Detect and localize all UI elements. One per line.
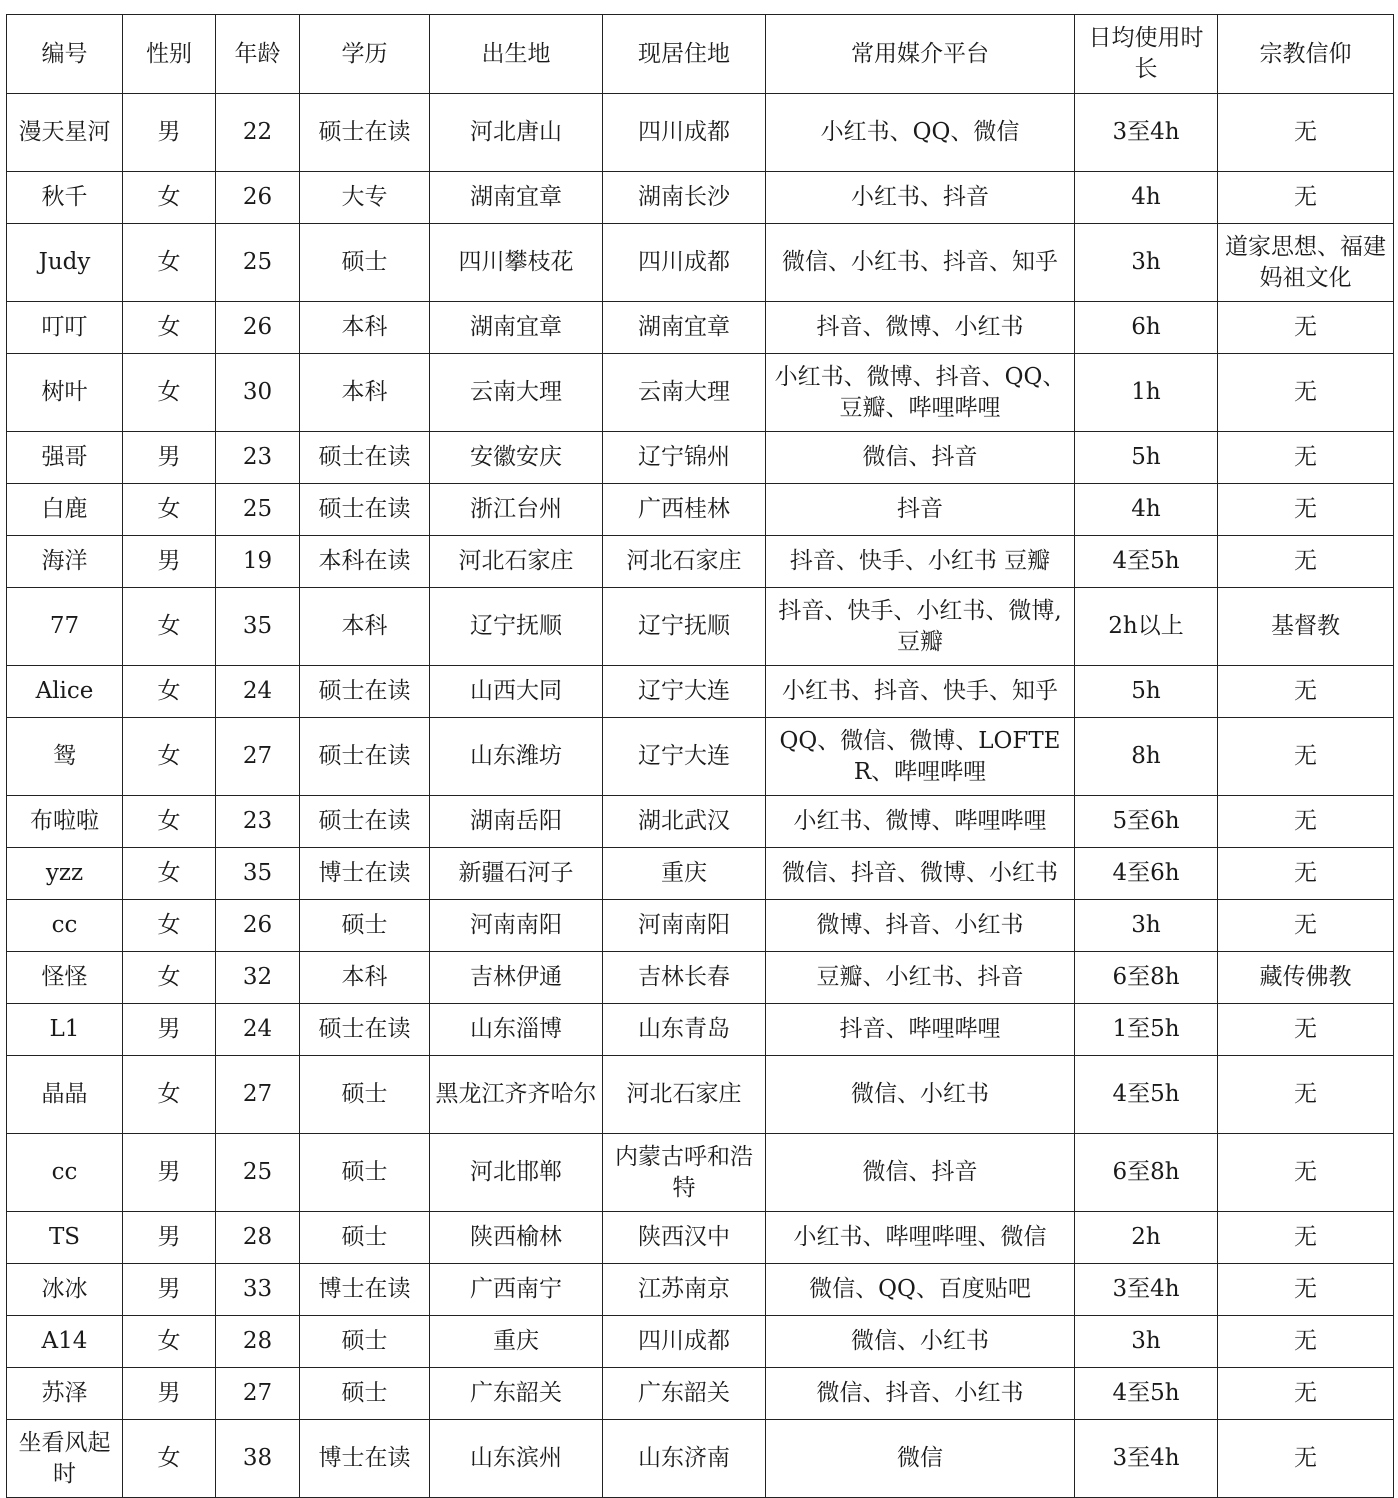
cell-birthplace: 山东滨州 xyxy=(430,1420,603,1498)
cell-daily-usage: 4h xyxy=(1075,484,1218,536)
cell-media-platforms: QQ、微信、微博、LOFTER、哔哩哔哩 xyxy=(766,718,1075,796)
cell-residence: 云南大理 xyxy=(603,354,766,432)
cell-religion: 无 xyxy=(1218,1212,1394,1264)
cell-birthplace: 山东淄博 xyxy=(430,1004,603,1056)
table-row xyxy=(7,1368,1394,1420)
cell-media-platforms: 微信、小红书 xyxy=(766,1056,1075,1134)
cell-religion: 无 xyxy=(1218,1056,1394,1134)
cell-media-platforms: 小红书、微博、哔哩哔哩 xyxy=(766,796,1075,848)
cell-birthplace: 山东潍坊 xyxy=(430,718,603,796)
table-row xyxy=(7,94,1394,172)
cell-daily-usage: 4h xyxy=(1075,172,1218,224)
cell-daily-usage: 3至4h xyxy=(1075,94,1218,172)
cell-media-platforms: 抖音、快手、小红书 豆瓣 xyxy=(766,536,1075,588)
cell-birthplace: 四川攀枝花 xyxy=(430,224,603,302)
cell-id: 树叶 xyxy=(7,354,123,432)
cell-id: 秋千 xyxy=(7,172,123,224)
cell-media-platforms: 微信、抖音、小红书 xyxy=(766,1368,1075,1420)
cell-religion: 道家思想、福建妈祖文化 xyxy=(1218,224,1394,302)
table-row xyxy=(7,848,1394,900)
cell-gender: 女 xyxy=(123,900,216,952)
cell-daily-usage: 6至8h xyxy=(1075,1134,1218,1212)
table-row xyxy=(7,900,1394,952)
cell-birthplace: 重庆 xyxy=(430,1316,603,1368)
cell-education: 本科 xyxy=(300,952,430,1004)
cell-id: 鸳 xyxy=(7,718,123,796)
table-row xyxy=(7,484,1394,536)
cell-gender: 女 xyxy=(123,354,216,432)
cell-residence: 四川成都 xyxy=(603,94,766,172)
cell-media-platforms: 微信、小红书、抖音、知乎 xyxy=(766,224,1075,302)
cell-education: 硕士 xyxy=(300,224,430,302)
cell-education: 硕士在读 xyxy=(300,666,430,718)
cell-residence: 河北石家庄 xyxy=(603,1056,766,1134)
cell-daily-usage: 4至5h xyxy=(1075,1368,1218,1420)
cell-religion: 无 xyxy=(1218,432,1394,484)
cell-daily-usage: 3h xyxy=(1075,900,1218,952)
cell-id: cc xyxy=(7,1134,123,1212)
cell-birthplace: 湖南宜章 xyxy=(430,302,603,354)
header-cell-birthplace: 出生地 xyxy=(430,15,603,94)
cell-gender: 女 xyxy=(123,1056,216,1134)
cell-religion: 无 xyxy=(1218,1134,1394,1212)
cell-birthplace: 广东韶关 xyxy=(430,1368,603,1420)
cell-education: 大专 xyxy=(300,172,430,224)
cell-residence: 江苏南京 xyxy=(603,1264,766,1316)
cell-residence: 陕西汉中 xyxy=(603,1212,766,1264)
cell-residence: 辽宁大连 xyxy=(603,666,766,718)
table-row xyxy=(7,666,1394,718)
table-row xyxy=(7,588,1394,666)
cell-religion: 无 xyxy=(1218,1420,1394,1498)
cell-birthplace: 吉林伊通 xyxy=(430,952,603,1004)
cell-education: 博士在读 xyxy=(300,1264,430,1316)
cell-media-platforms: 微信、小红书 xyxy=(766,1316,1075,1368)
cell-media-platforms: 抖音、微博、小红书 xyxy=(766,302,1075,354)
cell-age: 23 xyxy=(216,432,300,484)
cell-daily-usage: 5至6h xyxy=(1075,796,1218,848)
cell-daily-usage: 2h xyxy=(1075,1212,1218,1264)
table-row xyxy=(7,796,1394,848)
cell-id: 怪怪 xyxy=(7,952,123,1004)
cell-media-platforms: 抖音、快手、小红书、微博,豆瓣 xyxy=(766,588,1075,666)
cell-gender: 女 xyxy=(123,484,216,536)
cell-birthplace: 河北石家庄 xyxy=(430,536,603,588)
cell-media-platforms: 微信、抖音 xyxy=(766,1134,1075,1212)
cell-gender: 女 xyxy=(123,224,216,302)
cell-religion: 无 xyxy=(1218,1264,1394,1316)
cell-media-platforms: 抖音、哔哩哔哩 xyxy=(766,1004,1075,1056)
cell-media-platforms: 微信 xyxy=(766,1420,1075,1498)
cell-media-platforms: 微博、抖音、小红书 xyxy=(766,900,1075,952)
cell-age: 22 xyxy=(216,94,300,172)
cell-daily-usage: 2h以上 xyxy=(1075,588,1218,666)
cell-residence: 吉林长春 xyxy=(603,952,766,1004)
cell-media-platforms: 小红书、抖音 xyxy=(766,172,1075,224)
cell-daily-usage: 8h xyxy=(1075,718,1218,796)
cell-id: cc xyxy=(7,900,123,952)
survey-table xyxy=(6,14,1394,1498)
cell-age: 19 xyxy=(216,536,300,588)
header-cell-religion: 宗教信仰 xyxy=(1218,15,1394,94)
cell-education: 本科 xyxy=(300,302,430,354)
cell-age: 26 xyxy=(216,900,300,952)
cell-daily-usage: 5h xyxy=(1075,432,1218,484)
cell-media-platforms: 小红书、哔哩哔哩、微信 xyxy=(766,1212,1075,1264)
cell-religion: 无 xyxy=(1218,718,1394,796)
cell-age: 26 xyxy=(216,302,300,354)
cell-age: 30 xyxy=(216,354,300,432)
cell-daily-usage: 5h xyxy=(1075,666,1218,718)
cell-gender: 女 xyxy=(123,588,216,666)
cell-residence: 河北石家庄 xyxy=(603,536,766,588)
cell-birthplace: 浙江台州 xyxy=(430,484,603,536)
cell-residence: 辽宁抚顺 xyxy=(603,588,766,666)
cell-id: 布啦啦 xyxy=(7,796,123,848)
cell-gender: 男 xyxy=(123,1004,216,1056)
table-row xyxy=(7,1420,1394,1498)
cell-age: 28 xyxy=(216,1212,300,1264)
cell-education: 硕士 xyxy=(300,900,430,952)
cell-birthplace: 安徽安庆 xyxy=(430,432,603,484)
cell-gender: 男 xyxy=(123,94,216,172)
cell-residence: 辽宁大连 xyxy=(603,718,766,796)
cell-birthplace: 山西大同 xyxy=(430,666,603,718)
table-row xyxy=(7,718,1394,796)
cell-media-platforms: 小红书、抖音、快手、知乎 xyxy=(766,666,1075,718)
cell-id: 漫天星河 xyxy=(7,94,123,172)
cell-education: 硕士 xyxy=(300,1316,430,1368)
cell-residence: 湖南长沙 xyxy=(603,172,766,224)
cell-age: 23 xyxy=(216,796,300,848)
cell-age: 38 xyxy=(216,1420,300,1498)
cell-daily-usage: 4至5h xyxy=(1075,536,1218,588)
cell-religion: 无 xyxy=(1218,1368,1394,1420)
cell-age: 27 xyxy=(216,1368,300,1420)
cell-age: 26 xyxy=(216,172,300,224)
cell-education: 本科 xyxy=(300,588,430,666)
cell-religion: 无 xyxy=(1218,796,1394,848)
cell-birthplace: 新疆石河子 xyxy=(430,848,603,900)
table-row xyxy=(7,1056,1394,1134)
cell-religion: 无 xyxy=(1218,94,1394,172)
table-row xyxy=(7,432,1394,484)
cell-birthplace: 河北唐山 xyxy=(430,94,603,172)
cell-daily-usage: 6h xyxy=(1075,302,1218,354)
cell-residence: 湖北武汉 xyxy=(603,796,766,848)
cell-religion: 无 xyxy=(1218,536,1394,588)
cell-media-platforms: 小红书、微博、抖音、QQ、豆瓣、哔哩哔哩 xyxy=(766,354,1075,432)
cell-residence: 广西桂林 xyxy=(603,484,766,536)
cell-religion: 藏传佛教 xyxy=(1218,952,1394,1004)
cell-age: 33 xyxy=(216,1264,300,1316)
cell-daily-usage: 1至5h xyxy=(1075,1004,1218,1056)
cell-religion: 无 xyxy=(1218,1316,1394,1368)
cell-age: 35 xyxy=(216,848,300,900)
cell-residence: 山东济南 xyxy=(603,1420,766,1498)
cell-gender: 女 xyxy=(123,172,216,224)
cell-age: 28 xyxy=(216,1316,300,1368)
header-cell-media-platforms: 常用媒介平台 xyxy=(766,15,1075,94)
table-row xyxy=(7,1264,1394,1316)
cell-media-platforms: 豆瓣、小红书、抖音 xyxy=(766,952,1075,1004)
cell-daily-usage: 3至4h xyxy=(1075,1264,1218,1316)
cell-id: TS xyxy=(7,1212,123,1264)
cell-religion: 基督教 xyxy=(1218,588,1394,666)
table-body xyxy=(7,94,1394,1498)
cell-id: Alice xyxy=(7,666,123,718)
table-row xyxy=(7,1004,1394,1056)
cell-birthplace: 湖南岳阳 xyxy=(430,796,603,848)
cell-residence: 四川成都 xyxy=(603,1316,766,1368)
cell-gender: 男 xyxy=(123,1212,216,1264)
cell-education: 本科 xyxy=(300,354,430,432)
cell-birthplace: 辽宁抚顺 xyxy=(430,588,603,666)
cell-age: 25 xyxy=(216,484,300,536)
cell-religion: 无 xyxy=(1218,848,1394,900)
cell-education: 博士在读 xyxy=(300,848,430,900)
cell-education: 硕士 xyxy=(300,1056,430,1134)
cell-age: 27 xyxy=(216,718,300,796)
table-row xyxy=(7,224,1394,302)
cell-religion: 无 xyxy=(1218,354,1394,432)
cell-id: 海洋 xyxy=(7,536,123,588)
table-row xyxy=(7,1134,1394,1212)
cell-birthplace: 黑龙江齐齐哈尔 xyxy=(430,1056,603,1134)
cell-daily-usage: 3h xyxy=(1075,224,1218,302)
cell-age: 32 xyxy=(216,952,300,1004)
header-cell-residence: 现居住地 xyxy=(603,15,766,94)
cell-gender: 男 xyxy=(123,1264,216,1316)
cell-age: 24 xyxy=(216,666,300,718)
cell-residence: 湖南宜章 xyxy=(603,302,766,354)
cell-id: 白鹿 xyxy=(7,484,123,536)
cell-birthplace: 湖南宜章 xyxy=(430,172,603,224)
cell-media-platforms: 微信、抖音 xyxy=(766,432,1075,484)
cell-residence: 重庆 xyxy=(603,848,766,900)
cell-id: 77 xyxy=(7,588,123,666)
cell-daily-usage: 6至8h xyxy=(1075,952,1218,1004)
cell-gender: 女 xyxy=(123,302,216,354)
cell-education: 博士在读 xyxy=(300,1420,430,1498)
cell-gender: 女 xyxy=(123,796,216,848)
cell-education: 硕士在读 xyxy=(300,94,430,172)
cell-id: 坐看风起时 xyxy=(7,1420,123,1498)
cell-age: 25 xyxy=(216,224,300,302)
cell-gender: 女 xyxy=(123,1316,216,1368)
cell-residence: 辽宁锦州 xyxy=(603,432,766,484)
cell-religion: 无 xyxy=(1218,172,1394,224)
cell-daily-usage: 1h xyxy=(1075,354,1218,432)
cell-residence: 广东韶关 xyxy=(603,1368,766,1420)
cell-birthplace: 河南南阳 xyxy=(430,900,603,952)
table-row xyxy=(7,302,1394,354)
cell-residence: 河南南阳 xyxy=(603,900,766,952)
table-row xyxy=(7,1316,1394,1368)
header-cell-gender: 性别 xyxy=(123,15,216,94)
cell-education: 硕士在读 xyxy=(300,432,430,484)
cell-education: 硕士在读 xyxy=(300,718,430,796)
header-row xyxy=(7,15,1394,94)
cell-gender: 男 xyxy=(123,1134,216,1212)
cell-residence: 内蒙古呼和浩特 xyxy=(603,1134,766,1212)
cell-residence: 四川成都 xyxy=(603,224,766,302)
cell-id: 苏泽 xyxy=(7,1368,123,1420)
cell-gender: 女 xyxy=(123,952,216,1004)
header-cell-age: 年龄 xyxy=(216,15,300,94)
cell-id: Judy xyxy=(7,224,123,302)
cell-daily-usage: 3h xyxy=(1075,1316,1218,1368)
cell-education: 硕士 xyxy=(300,1134,430,1212)
cell-daily-usage: 4至5h xyxy=(1075,1056,1218,1134)
cell-education: 硕士在读 xyxy=(300,484,430,536)
cell-religion: 无 xyxy=(1218,900,1394,952)
cell-residence: 山东青岛 xyxy=(603,1004,766,1056)
cell-id: A14 xyxy=(7,1316,123,1368)
cell-media-platforms: 微信、抖音、微博、小红书 xyxy=(766,848,1075,900)
cell-id: yzz xyxy=(7,848,123,900)
cell-daily-usage: 4至6h xyxy=(1075,848,1218,900)
cell-gender: 男 xyxy=(123,1368,216,1420)
table-row xyxy=(7,952,1394,1004)
cell-age: 24 xyxy=(216,1004,300,1056)
cell-birthplace: 云南大理 xyxy=(430,354,603,432)
cell-gender: 女 xyxy=(123,666,216,718)
cell-id: 强哥 xyxy=(7,432,123,484)
cell-education: 硕士在读 xyxy=(300,1004,430,1056)
cell-age: 25 xyxy=(216,1134,300,1212)
cell-daily-usage: 3至4h xyxy=(1075,1420,1218,1498)
cell-birthplace: 河北邯郸 xyxy=(430,1134,603,1212)
cell-gender: 男 xyxy=(123,432,216,484)
header-cell-education: 学历 xyxy=(300,15,430,94)
table-row xyxy=(7,536,1394,588)
cell-education: 本科在读 xyxy=(300,536,430,588)
cell-media-platforms: 抖音 xyxy=(766,484,1075,536)
cell-age: 27 xyxy=(216,1056,300,1134)
cell-id: 晶晶 xyxy=(7,1056,123,1134)
cell-religion: 无 xyxy=(1218,666,1394,718)
cell-education: 硕士在读 xyxy=(300,796,430,848)
cell-gender: 男 xyxy=(123,536,216,588)
header-cell-daily-usage: 日均使用时长 xyxy=(1075,15,1218,94)
cell-birthplace: 陕西榆林 xyxy=(430,1212,603,1264)
cell-gender: 女 xyxy=(123,848,216,900)
cell-media-platforms: 小红书、QQ、微信 xyxy=(766,94,1075,172)
cell-id: 冰冰 xyxy=(7,1264,123,1316)
cell-id: 叮叮 xyxy=(7,302,123,354)
header-cell-id: 编号 xyxy=(7,15,123,94)
cell-id: L1 xyxy=(7,1004,123,1056)
cell-gender: 女 xyxy=(123,1420,216,1498)
cell-birthplace: 广西南宁 xyxy=(430,1264,603,1316)
table-row xyxy=(7,172,1394,224)
cell-religion: 无 xyxy=(1218,302,1394,354)
cell-media-platforms: 微信、QQ、百度贴吧 xyxy=(766,1264,1075,1316)
table-row xyxy=(7,354,1394,432)
cell-religion: 无 xyxy=(1218,1004,1394,1056)
table-row xyxy=(7,1212,1394,1264)
cell-gender: 女 xyxy=(123,718,216,796)
cell-religion: 无 xyxy=(1218,484,1394,536)
cell-age: 35 xyxy=(216,588,300,666)
cell-education: 硕士 xyxy=(300,1368,430,1420)
cell-education: 硕士 xyxy=(300,1212,430,1264)
